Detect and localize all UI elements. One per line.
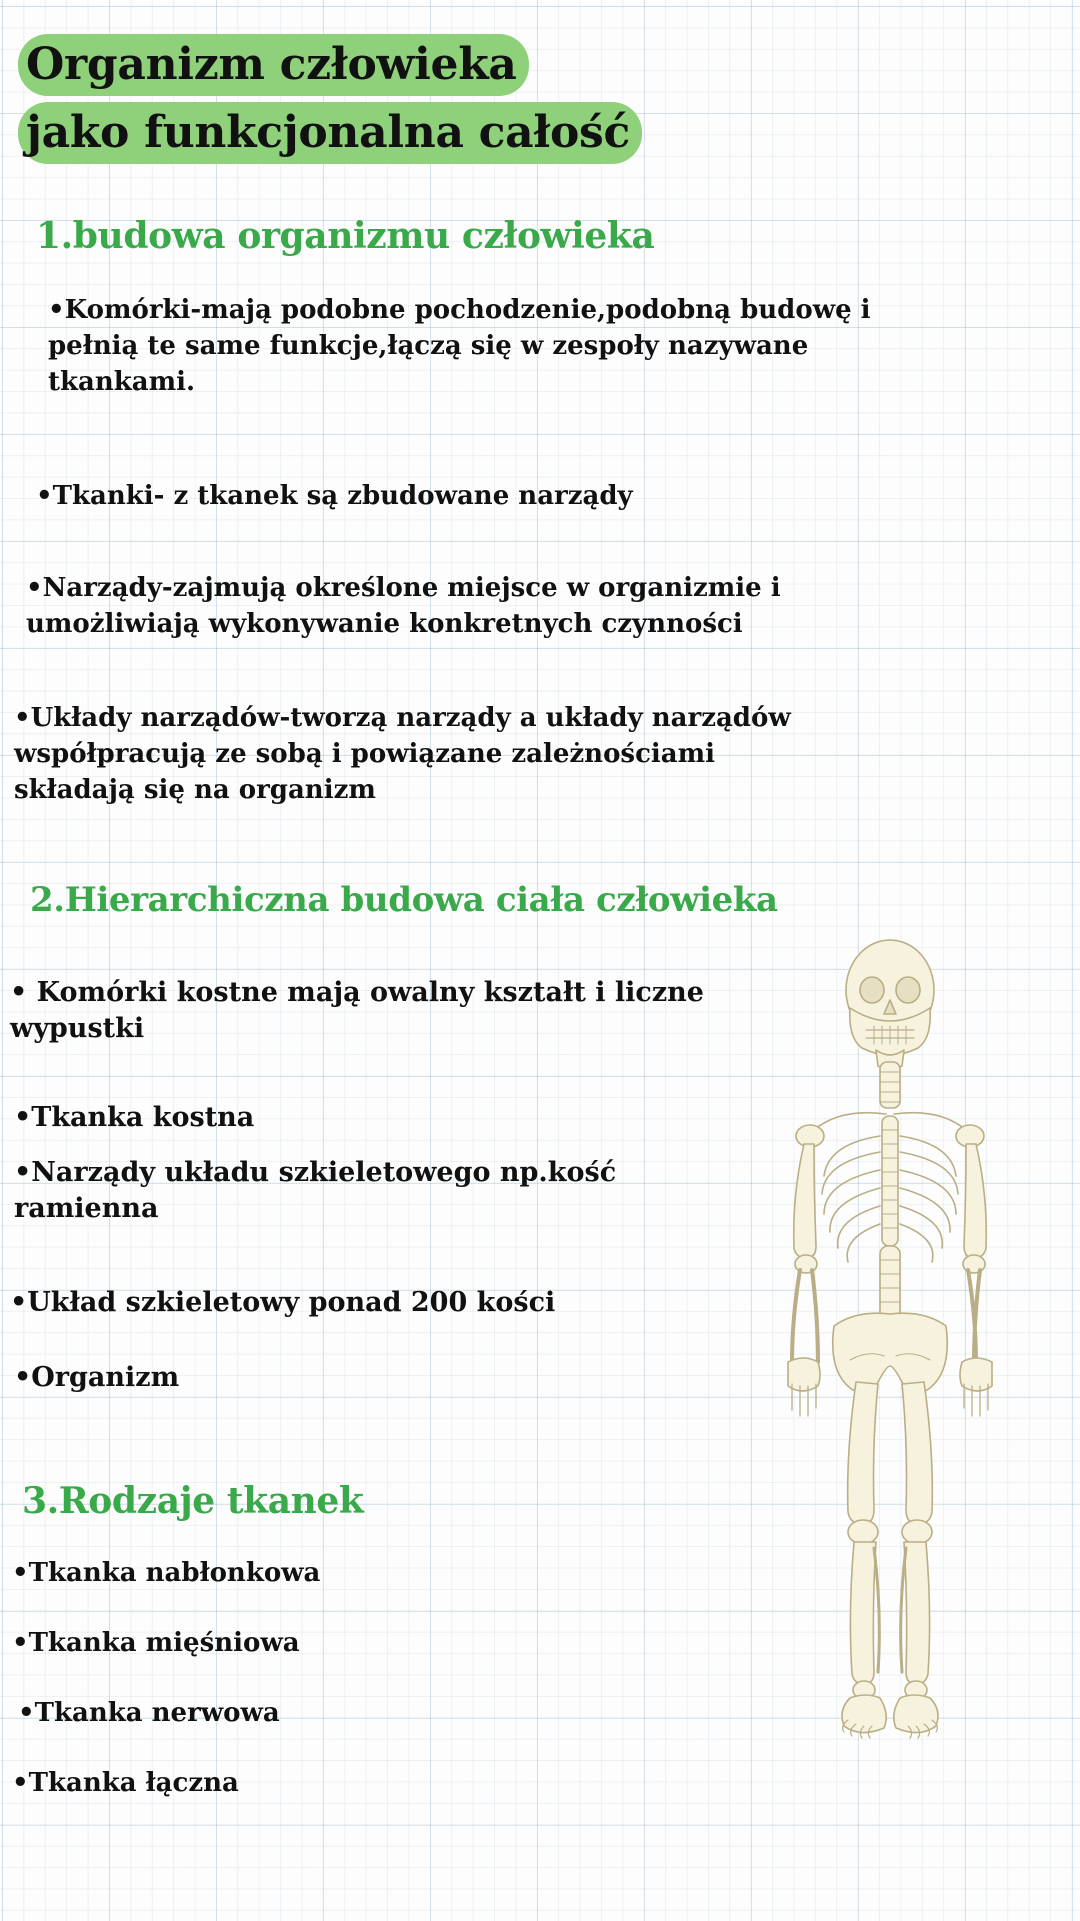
section-1-item-4: •Układy narządów-tworzą narządy a układy narządów współpracują ze sobą i powiązane zależnościami składają się na organizm: [14, 703, 791, 805]
title-line-1: Organizm człowieka: [18, 34, 529, 96]
title-line-2: jako funkcjonalna całość: [18, 102, 642, 164]
section-2-item-4: •Układ szkieletowy ponad 200 kości: [10, 1287, 556, 1318]
section-heading-2: 2.Hierarchiczna budowa ciała człowieka: [30, 880, 778, 920]
section-2-item-5: •Organizm: [14, 1362, 180, 1393]
section-1-item-1: •Komórki-mają podobne pochodzenie,podobną budowę i pełnią te same funkcje,łączą się w zespoły nazywane tkankami.: [48, 295, 871, 397]
section-2-item-2: •Tkanka kostna: [14, 1102, 255, 1133]
human-skeleton-illustration: [700, 930, 1080, 1830]
section-3-item-3: •Tkanka nerwowa: [18, 1698, 280, 1728]
section-1-item-2: •Tkanki- z tkanek są zbudowane narządy: [36, 481, 633, 511]
section-2-item-1: • Komórki kostne mają owalny kształt i liczne wypustki: [10, 977, 704, 1044]
section-3-item-2: •Tkanka mięśniowa: [12, 1628, 300, 1658]
section-3-item-1: •Tkanka nabłonkowa: [12, 1558, 321, 1588]
section-2-item-3: •Narządy układu szkieletowego np.kość ramienna: [14, 1157, 617, 1224]
section-heading-1: 1.budowa organizmu człowieka: [36, 215, 655, 257]
section-heading-3: 3.Rodzaje tkanek: [22, 1480, 364, 1522]
page-title: [18, 34, 778, 168]
section-3-item-4: •Tkanka łączna: [12, 1768, 239, 1798]
section-1-item-3: •Narządy-zajmują określone miejsce w organizmie i umożliwiają wykonywanie konkretnych czynności: [26, 573, 781, 639]
